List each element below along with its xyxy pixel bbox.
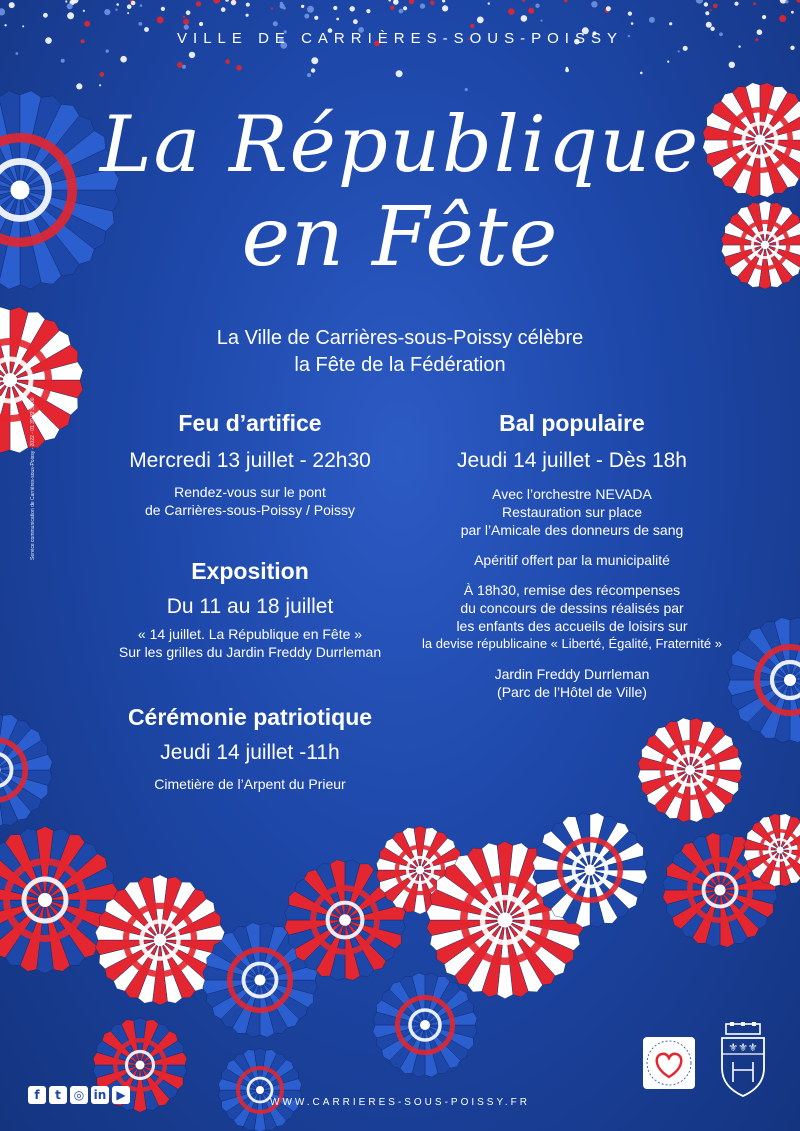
event-bal — [382, 410, 762, 701]
event-line: Avec l’orchestre NEVADA — [492, 486, 652, 502]
paper-rosette — [218, 1048, 301, 1131]
intro-line-2: la Fête de la Fédération — [294, 354, 506, 376]
title-line-2: en Fête — [241, 190, 559, 285]
crest-icon — [718, 1022, 768, 1098]
heart-icon — [643, 1037, 695, 1089]
youtube-icon[interactable]: ▶ — [112, 1086, 130, 1104]
event-line: par l’Amicale des donneurs de sang — [460, 522, 684, 538]
instagram-icon[interactable]: ◎ — [70, 1086, 88, 1104]
event-ceremonie — [60, 704, 440, 793]
event-line: « 14 juillet. La République en Fête » — [137, 626, 363, 642]
event-heading: Exposition — [191, 558, 309, 584]
event-line: Rendez-vous sur le pont — [174, 484, 326, 500]
website-url[interactable]: WWW.CARRIERES-SOUS-POISSY.FR — [270, 1097, 530, 1108]
paper-rosette — [638, 718, 742, 822]
event-line: de Carrières-sous-Poissy / Poissy — [144, 502, 356, 518]
event-line: (Parc de l’Hôtel de Ville) — [497, 684, 647, 700]
twitter-icon[interactable]: t — [49, 1086, 67, 1104]
event-date: Jeudi 14 juillet -11h — [160, 741, 340, 764]
event-line: À 18h30, remise des récompenses — [463, 582, 681, 598]
facebook-icon[interactable]: f — [28, 1086, 46, 1104]
event-date: Jeudi 14 juillet - Dès 18h — [457, 449, 687, 472]
event-heading: Feu d’artifice — [178, 410, 322, 436]
city-header: VILLE DE CARRIÈRES-SOUS-POISSY — [177, 30, 623, 47]
credit-text: Service communication de Carrières-sous-Poissy - 2022 - 01 39 22 36 00 — [30, 397, 36, 560]
city-crest-logo — [718, 1022, 768, 1098]
paper-rosette — [0, 712, 52, 828]
intro-text — [0, 325, 800, 379]
event-line: Restauration sur place — [501, 504, 643, 520]
event-heading: Cérémonie patriotique — [127, 704, 373, 730]
intro-line-1: La Ville de Carrières-sous-Poissy célèbre — [216, 327, 584, 349]
event-line: la devise républicaine « Liberté, Égalité, Fraternité » — [422, 636, 722, 651]
event-line: Sur les grilles du Jardin Freddy Durrleman — [118, 644, 382, 660]
event-line: Apéritif offert par la municipalité — [474, 552, 670, 568]
event-date: Mercredi 13 juillet - 22h30 — [129, 449, 371, 472]
don-du-sang-logo — [643, 1037, 695, 1089]
paper-rosette — [373, 973, 477, 1077]
event-line: les enfants des accueils de loisirs sur — [456, 618, 688, 634]
event-heading: Bal populaire — [499, 410, 645, 436]
linkedin-icon[interactable]: in — [91, 1086, 109, 1104]
title-line-1: La République — [99, 100, 701, 190]
svg-text:⚜⚜⚜: ⚜⚜⚜ — [728, 1041, 758, 1054]
event-line: du concours de dessins réalisés par — [460, 600, 684, 616]
event-date: Du 11 au 18 juillet — [166, 595, 334, 618]
event-line: Jardin Freddy Durrleman — [494, 666, 650, 682]
event-line: Cimetière de l’Arpent du Prieur — [154, 776, 346, 792]
